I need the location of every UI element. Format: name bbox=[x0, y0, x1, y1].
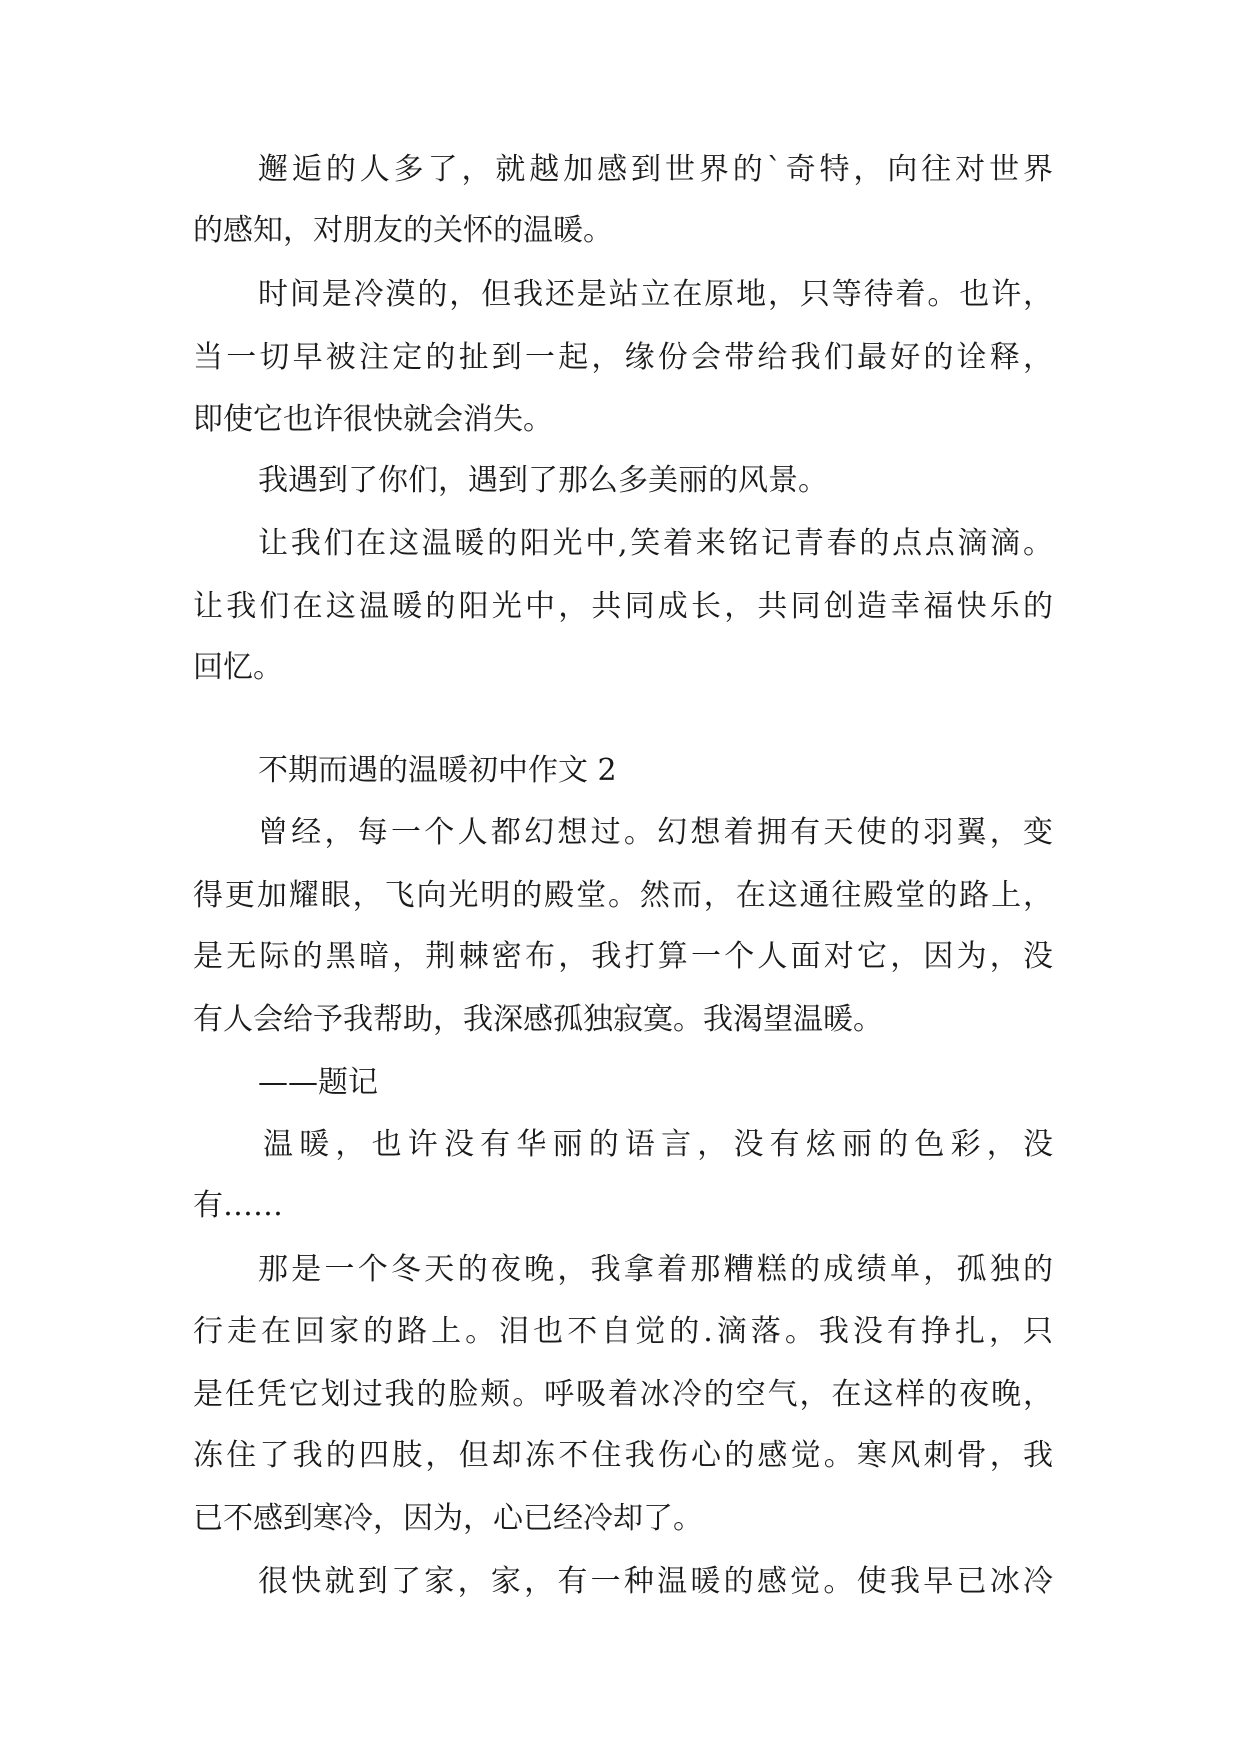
paragraph-line: 当一切早被注定的扯到一起，缘份会带给我们最好的诠释， bbox=[193, 340, 1053, 375]
paragraph-line: 那是一个冬天的夜晚，我拿着那糟糕的成绩单，孤独的 bbox=[258, 1252, 1053, 1287]
paragraph-line: 回忆。 bbox=[193, 650, 283, 685]
paragraph-line: 让我们在这温暖的阳光中，共同成长，共同创造幸福快乐的 bbox=[193, 589, 1053, 624]
paragraph-line: 很快就到了家，家，有一种温暖的感觉。使我早已冰冷 bbox=[258, 1564, 1053, 1599]
paragraph-line: 我遇到了你们，遇到了那么多美丽的风景。 bbox=[258, 463, 828, 498]
paragraph-line: 邂逅的人多了，就越加感到世界的`奇特，向往对世界 bbox=[258, 152, 1053, 187]
paragraph-line: 行走在回家的路上。泪也不自觉的.滴落。我没有挣扎，只 bbox=[193, 1314, 1053, 1349]
paragraph-line: 的感知，对朋友的关怀的温暖。 bbox=[193, 213, 613, 248]
paragraph-line: 冻住了我的四肢，但却冻不住我伤心的感觉。寒风刺骨，我 bbox=[193, 1438, 1053, 1473]
paragraph-line: 有人会给予我帮助，我深感孤独寂寞。我渴望温暖。 bbox=[193, 1002, 883, 1037]
paragraph-line: 曾经，每一个人都幻想过。幻想着拥有天使的羽翼，变 bbox=[258, 815, 1053, 850]
paragraph-line: 是任凭它划过我的脸颊。呼吸着冰冷的空气，在这样的夜晚， bbox=[193, 1377, 1053, 1412]
paragraph-line: 温暖，也许没有华丽的语言，没有炫丽的色彩，没 bbox=[263, 1127, 1053, 1162]
paragraph-line: 让我们在这温暖的阳光中,笑着来铭记青春的点点滴滴。 bbox=[258, 526, 1053, 561]
paragraph-line: 有…… bbox=[193, 1188, 283, 1223]
paragraph-line: 即使它也许很快就会消失。 bbox=[193, 402, 553, 437]
epigraph-attribution: ——题记 bbox=[258, 1065, 378, 1100]
section-title: 不期而遇的温暖初中作文 2 bbox=[258, 753, 617, 788]
paragraph-line: 是无际的黑暗，荆棘密布，我打算一个人面对它，因为，没 bbox=[193, 939, 1053, 974]
paragraph-line: 已不感到寒冷，因为，心已经冷却了。 bbox=[193, 1501, 703, 1536]
paragraph-line: 得更加耀眼，飞向光明的殿堂。然而，在这通往殿堂的路上， bbox=[193, 878, 1053, 913]
paragraph-line: 时间是冷漠的，但我还是站立在原地，只等待着。也许， bbox=[258, 277, 1053, 312]
